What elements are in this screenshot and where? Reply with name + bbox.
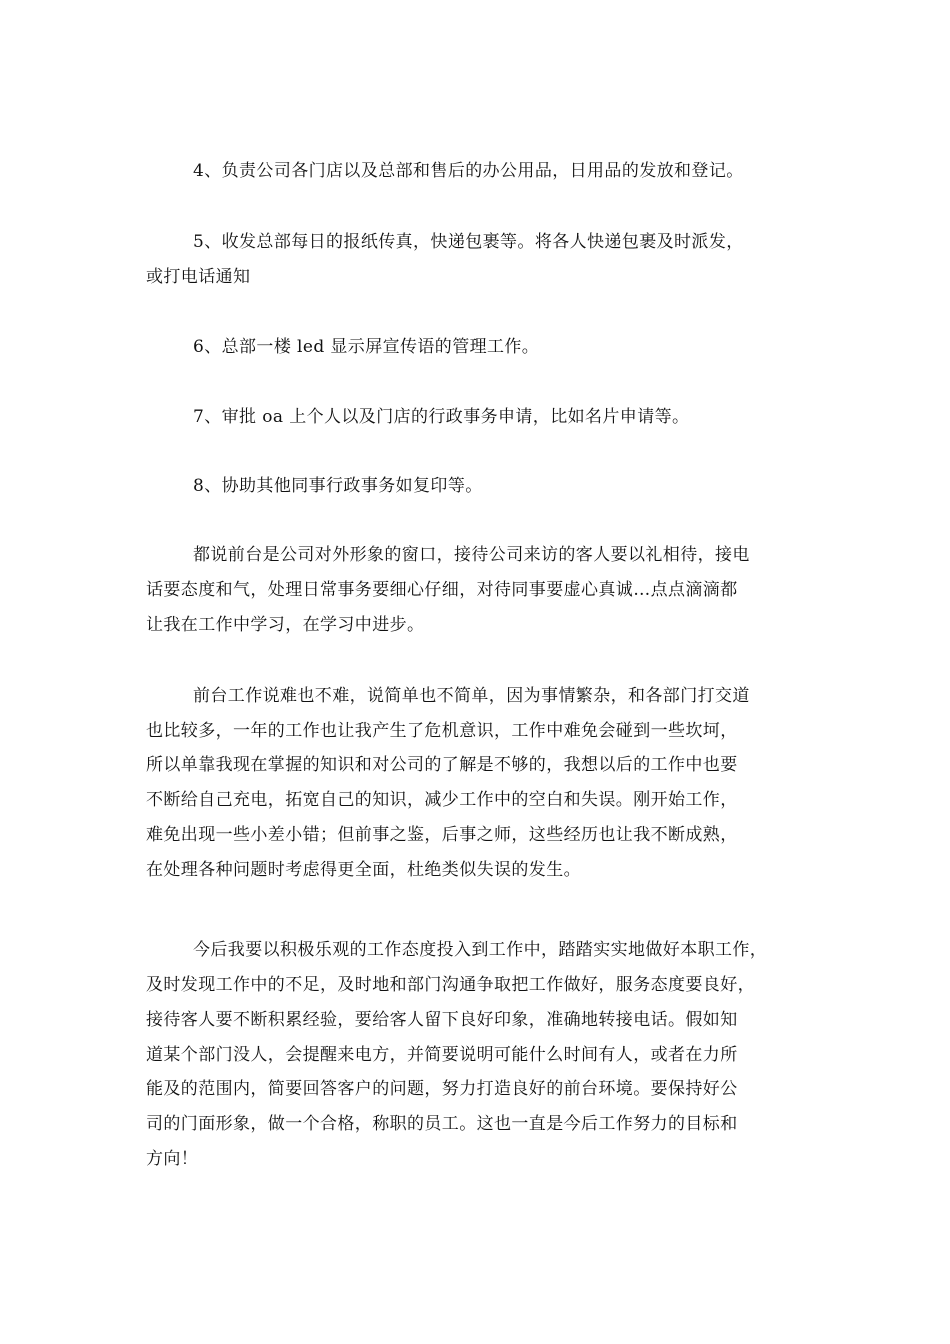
paragraph-3-line-5: 能及的范围内，简要回答客户的问题，努力打造良好的前台环境。要保持好公 <box>146 1079 738 1099</box>
paragraph-3-line-7: 方向！ <box>146 1149 199 1169</box>
paragraph-2-line-1: 前台工作说难也不难，说简单也不简单，因为事情繁杂，和各部门打交道 <box>193 686 750 706</box>
paragraph-2-line-3: 所以单靠我现在掌握的知识和对公司的了解是不够的，我想以后的工作中也要 <box>146 755 738 775</box>
paragraph-3-line-4: 道某个部门没人，会提醒来电方，并简要说明可能什么时间有人，或者在力所 <box>146 1045 738 1065</box>
item-8-line-1: 8、协助其他同事行政事务如复印等。 <box>193 476 483 496</box>
item-4-line-1: 4、负责公司各门店以及总部和售后的办公用品，日用品的发放和登记。 <box>193 161 744 181</box>
paragraph-2-line-4: 不断给自己充电，拓宽自己的知识，减少工作中的空白和失误。刚开始工作， <box>146 790 738 810</box>
paragraph-2-line-2: 也比较多，一年的工作也让我产生了危机意识，工作中难免会碰到一些坎坷， <box>146 721 738 741</box>
paragraph-3-line-2: 及时发现工作中的不足，及时地和部门沟通争取把工作做好，服务态度要良好， <box>146 975 755 995</box>
paragraph-3-line-3: 接待客人要不断积累经验，要给客人留下良好印象，准确地转接电话。假如知 <box>146 1010 738 1030</box>
paragraph-1-line-1: 都说前台是公司对外形象的窗口，接待公司来访的客人要以礼相待，接电 <box>193 545 750 565</box>
item-5-line-1: 5、收发总部每日的报纸传真，快递包裹等。将各人快递包裹及时派发， <box>193 232 744 252</box>
paragraph-3-line-1: 今后我要以积极乐观的工作态度投入到工作中，踏踏实实地做好本职工作， <box>193 940 768 960</box>
item-5-line-2: 或打电话通知 <box>146 267 251 287</box>
item-7-line-1: 7、审批 oa 上个人以及门店的行政事务申请，比如名片申请等。 <box>193 407 690 427</box>
paragraph-3-line-6: 司的门面形象，做一个合格，称职的员工。这也一直是今后工作努力的目标和 <box>146 1114 738 1134</box>
paragraph-2-line-6: 在处理各种问题时考虑得更全面，杜绝类似失误的发生。 <box>146 860 581 880</box>
item-6-line-1: 6、总部一楼 led 显示屏宣传语的管理工作。 <box>193 337 540 357</box>
paragraph-1-line-3: 让我在工作中学习，在学习中进步。 <box>146 615 425 635</box>
paragraph-1-line-2: 话要态度和气，处理日常事务要细心仔细，对待同事要虚心真诚…点点滴滴都 <box>146 580 738 600</box>
paragraph-2-line-5: 难免出现一些小差小错；但前事之鉴，后事之师，这些经历也让我不断成熟， <box>146 825 738 845</box>
